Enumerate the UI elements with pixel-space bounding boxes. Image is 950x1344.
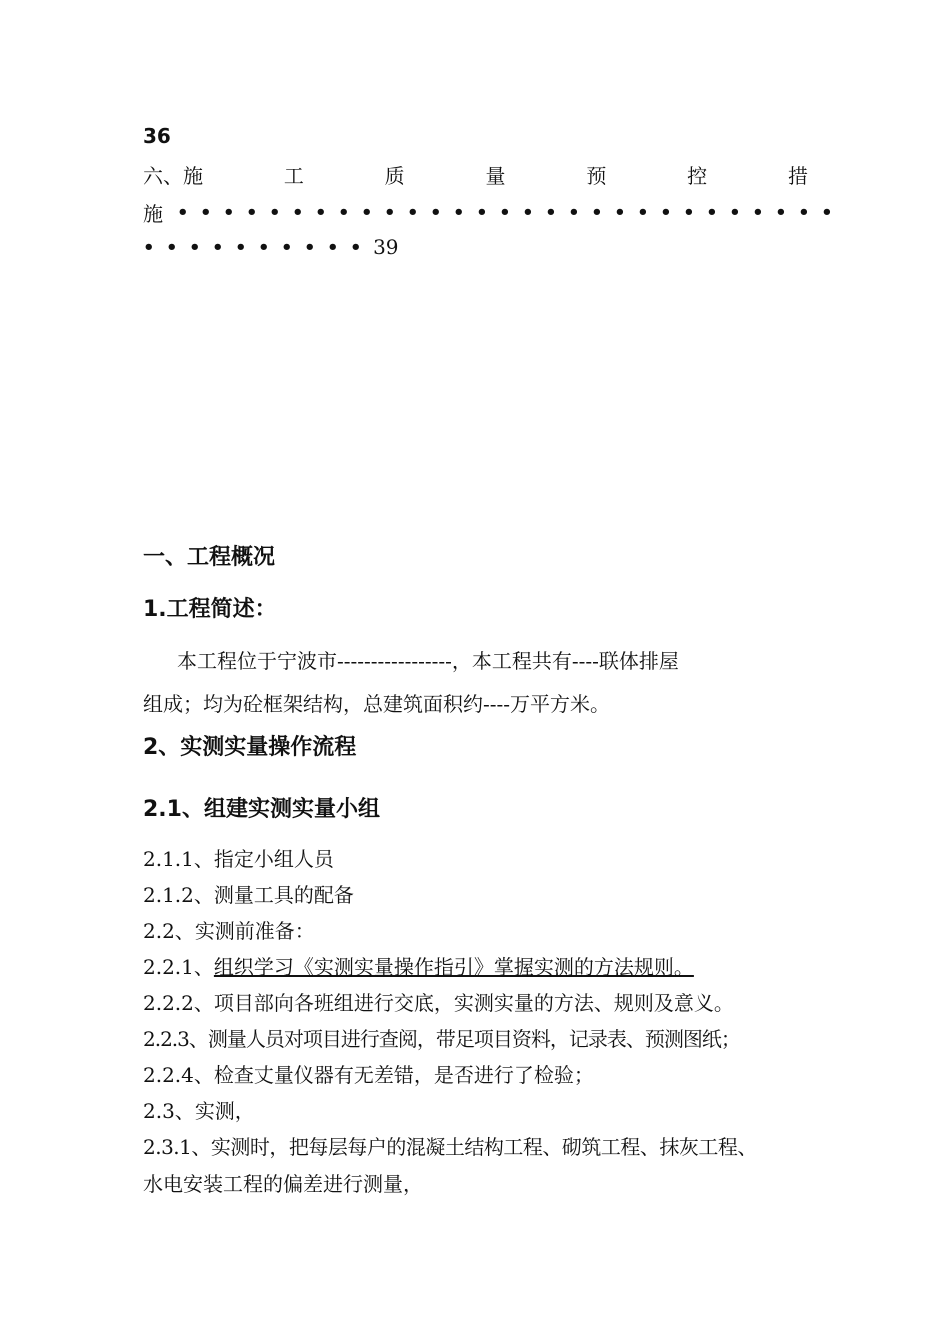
item-text: 实测前准备： (194, 919, 315, 943)
item-text: 项目部向各班组进行交底，实测实量的方法、规则及意义。 (213, 991, 734, 1015)
item-number: 2.1.2、 (143, 883, 214, 907)
toc-entry-char: 量 (485, 164, 506, 188)
list-item (143, 1131, 757, 1160)
item-number: 2.2、 (143, 919, 195, 943)
item-text: 指定小组人员 (213, 847, 334, 871)
toc-leader-dots: •••••••••• (143, 236, 374, 258)
item-number: 2.2.3、 (143, 1027, 208, 1051)
toc-entry-char: 预 (586, 164, 607, 188)
section-title: 一、工程概况 (143, 545, 276, 570)
item-number: 2.2.2、 (143, 991, 214, 1015)
item-text: 检查丈量仪器有无差错，是否进行了检验； (213, 1063, 594, 1087)
list-item (143, 987, 734, 1016)
list-item-continuation (143, 1168, 423, 1197)
list-item (143, 1023, 740, 1052)
toc-previous-page-number: 36 (143, 124, 171, 148)
toc-entry-char: 措 (787, 164, 808, 188)
toc-entry-char: 六、施 (143, 164, 203, 188)
item-text: 测量工具的配备 (213, 883, 354, 907)
paragraph-line: 组成；均为砼框架结构，总建筑面积约----万平方米。 (143, 692, 611, 716)
list-item (143, 879, 354, 908)
subsection-title: 2.1、组建实测实量小组 (143, 797, 380, 822)
item-text: 水电安装工程的偏差进行测量， (143, 1172, 423, 1196)
toc-entry-line (143, 160, 808, 189)
list-item (143, 915, 315, 944)
list-item (143, 1095, 255, 1124)
toc-entry-char: 质 (384, 164, 405, 188)
item-text: 实测， (194, 1099, 255, 1123)
item-number: 2.2.4、 (143, 1063, 214, 1087)
toc-entry-tail: 施 (143, 202, 163, 226)
item-number: 2.3.1、 (143, 1135, 211, 1159)
toc-entry-char: 控 (687, 164, 708, 188)
item-text: 实测时，把每层每户的混凝土结构工程、砌筑工程、抹灰工程、 (210, 1135, 757, 1159)
toc-entry-dots-line (143, 198, 844, 227)
list-item (143, 1059, 594, 1088)
item-number: 2.2.1、 (143, 955, 214, 979)
item-number: 2.3、 (143, 1099, 195, 1123)
toc-entry-page-number: 39 (373, 235, 399, 259)
toc-entry-page-line (143, 235, 399, 259)
item-number: 2.1.1、 (143, 847, 214, 871)
toc-entry-char: 工 (283, 164, 304, 188)
subsection-title: 1.工程简述： (143, 597, 277, 622)
paragraph-line: 本工程位于宁波市-----------------，本工程共有----联体排屋 (177, 649, 679, 673)
item-text-underlined: 组织学习《实测实量操作指引》掌握实测的方法规则。 (213, 955, 694, 979)
toc-leader-dots: ••••••••••••••••••••••••••••• (177, 202, 845, 223)
item-text: 测量人员对项目进行查阅，带足项目资料，记录表、预测图纸； (207, 1027, 740, 1051)
list-item (143, 843, 334, 872)
subsection-title: 2、实测实量操作流程 (143, 735, 357, 760)
list-item (143, 951, 694, 980)
